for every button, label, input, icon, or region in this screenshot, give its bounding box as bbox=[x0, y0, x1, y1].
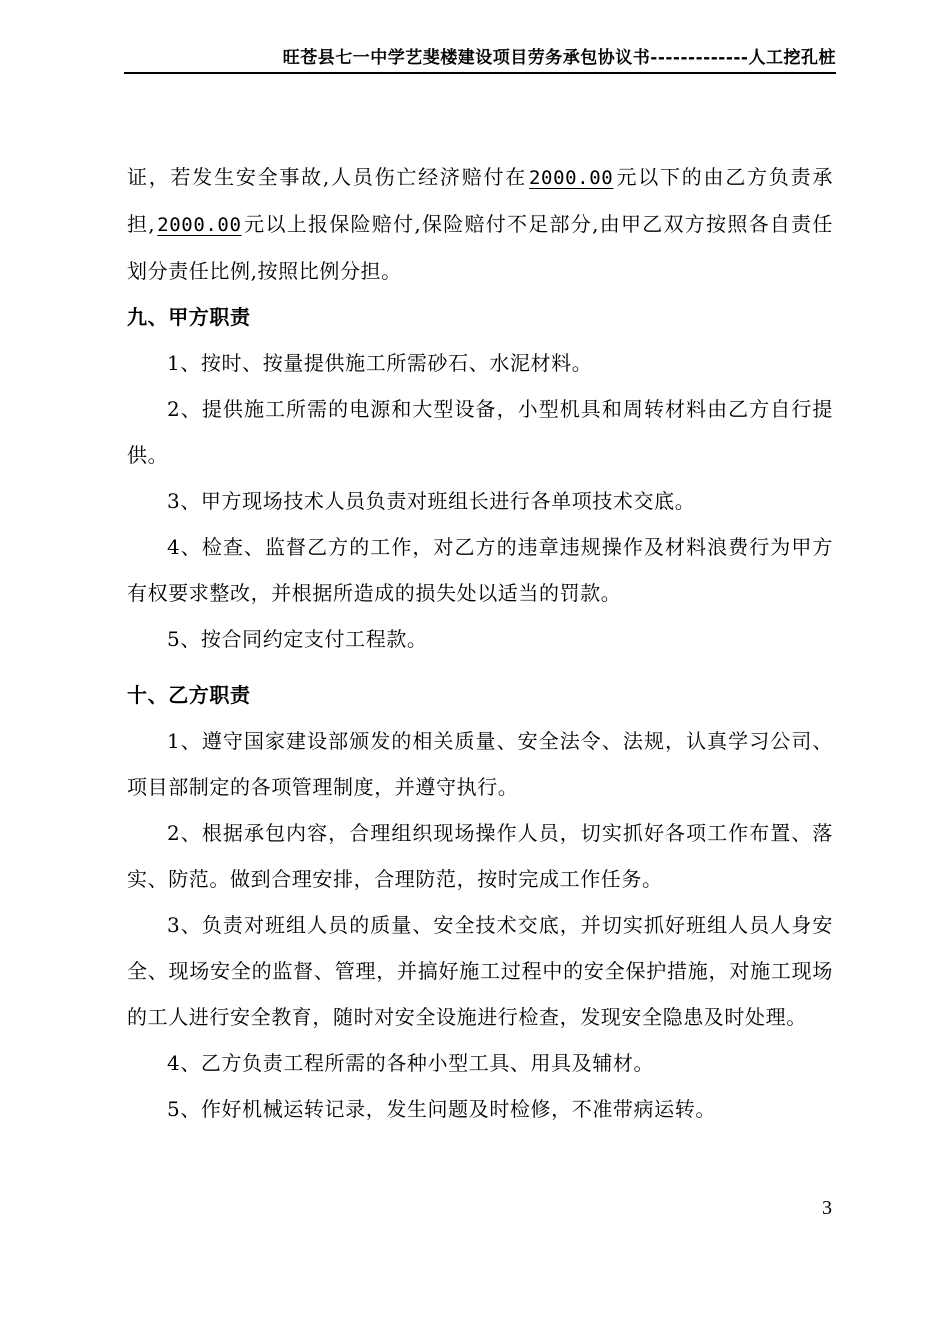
section-9-item-3: 3、甲方现场技术人员负责对班组长进行各单项技术交底。 bbox=[167, 489, 696, 513]
continuation-text-3: 元以上报保险赔付,保险赔付不足部分,由甲乙双方按照各自责任划分责任比例,按照比例分担。 bbox=[127, 212, 833, 283]
section-10-item-1: 1、遵守国家建设部颁发的相关质量、安全法令、法规，认真学习公司、项目部制定的各项管理制度，并遵守执行。 bbox=[127, 729, 833, 799]
compensation-amount-2: 2000.00 bbox=[157, 214, 242, 236]
header-title: 旺苍县七一中学艺斐楼建设项目劳务承包协议书-------------人工挖孔桩 bbox=[282, 48, 836, 68]
section-9-item-5: 5、按合同约定支付工程款。 bbox=[167, 627, 428, 651]
compensation-amount-1: 2000.00 bbox=[529, 167, 614, 189]
section-9-item-1: 1、按时、按量提供施工所需砂石、水泥材料。 bbox=[167, 351, 593, 375]
section-9-heading: 九、甲方职责 bbox=[127, 305, 251, 329]
page-number: 3 bbox=[822, 1197, 832, 1219]
section-10-item-3: 3、负责对班组人员的质量、安全技术交底，并切实抓好班组人员人身安全、现场安全的监督、管理，并搞好施工过程中的安全保护措施，对施工现场的工人进行安全教育，随时对安全设施进行检查，发现安全隐患及时处理。 bbox=[127, 913, 833, 1029]
continuation-text-1: 证，若发生安全事故,人员伤亡经济赔付在 bbox=[127, 165, 528, 189]
continuation-paragraph bbox=[127, 154, 833, 294]
section-9-item-2: 2、提供施工所需的电源和大型设备，小型机具和周转材料由乙方自行提供。 bbox=[127, 397, 833, 467]
document-header bbox=[124, 44, 836, 72]
section-10-item-4: 4、乙方负责工程所需的各种小型工具、用具及辅材。 bbox=[167, 1051, 655, 1075]
section-10-item-2: 2、根据承包内容，合理组织现场操作人员，切实抓好各项工作布置、落实、防范。做到合理安排，合理防范，按时完成工作任务。 bbox=[127, 821, 833, 891]
continuation-text-2: 元以下的由乙方负责承担, bbox=[127, 165, 834, 236]
header-rule bbox=[124, 72, 836, 74]
document-body bbox=[127, 154, 833, 1132]
section-10-item-5: 5、作好机械运转记录，发生问题及时检修，不准带病运转。 bbox=[167, 1097, 716, 1121]
section-gap bbox=[127, 662, 833, 672]
section-9-item-4: 4、检查、监督乙方的工作，对乙方的违章违规操作及材料浪费行为甲方有权要求整改，并根据所造成的损失处以适当的罚款。 bbox=[127, 535, 833, 605]
section-10-heading: 十、乙方职责 bbox=[127, 683, 251, 707]
